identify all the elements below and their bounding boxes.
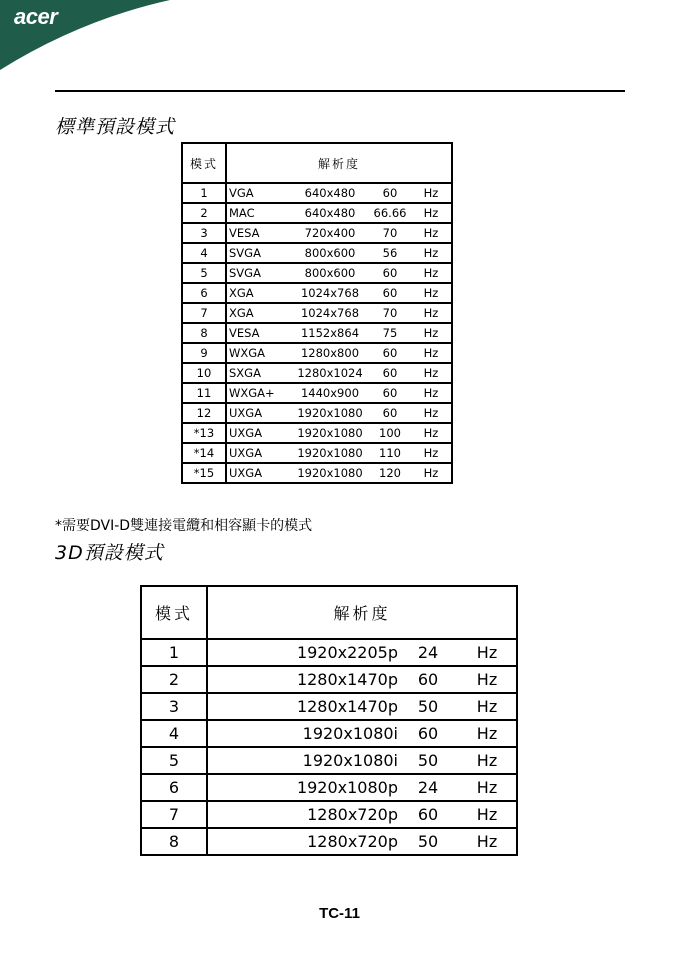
frequency-value: 60 — [382, 386, 398, 400]
table-row — [141, 801, 517, 828]
mode-details — [226, 283, 452, 303]
table-row — [141, 747, 517, 774]
frequency-unit: Hz — [423, 446, 439, 460]
resolution-value: 1280x1470p — [296, 697, 398, 716]
resolution-header: 解析度 — [207, 586, 517, 639]
frequency-value: 60 — [382, 406, 398, 420]
frequency-value: 60 — [382, 346, 398, 360]
frequency-unit: Hz — [423, 226, 439, 240]
mode-index: 9 — [182, 343, 226, 363]
mode-name: VGA — [229, 186, 254, 200]
mode-index: 4 — [141, 720, 207, 747]
table-row — [141, 666, 517, 693]
mode-details — [207, 639, 517, 666]
frequency-unit: Hz — [476, 724, 498, 743]
frequency-unit: Hz — [423, 286, 439, 300]
frequency-value: 50 — [417, 697, 439, 716]
table-row — [182, 283, 452, 303]
mode-details — [226, 343, 452, 363]
table-row — [141, 774, 517, 801]
mode-details — [207, 720, 517, 747]
frequency-unit: Hz — [423, 346, 439, 360]
mode-index: 3 — [182, 223, 226, 243]
resolution-value: 1920x1080i — [302, 751, 398, 770]
frequency-value: 24 — [417, 643, 439, 662]
frequency-unit: Hz — [423, 206, 439, 220]
section1-title: 標準預設模式 — [55, 116, 176, 138]
frequency-unit: Hz — [423, 306, 439, 320]
mode-name: UXGA — [229, 446, 263, 460]
frequency-unit: Hz — [423, 386, 439, 400]
frequency-value: 50 — [417, 751, 439, 770]
frequency-value: 66.66 — [373, 206, 407, 220]
resolution-value: 1152x864 — [300, 326, 360, 340]
header-rule — [55, 90, 625, 92]
frequency-unit: Hz — [423, 266, 439, 280]
frequency-value: 56 — [382, 246, 398, 260]
table-row — [182, 183, 452, 203]
resolution-value: 1280x720p — [307, 832, 398, 851]
frequency-unit: Hz — [476, 778, 498, 797]
resolution-value: 800x600 — [304, 266, 356, 280]
frequency-unit: Hz — [476, 670, 498, 689]
frequency-value: 100 — [379, 426, 401, 440]
resolution-value: 1920x1080 — [297, 406, 363, 420]
frequency-value: 110 — [379, 446, 401, 460]
mode-index: 1 — [182, 183, 226, 203]
table-row — [182, 223, 452, 243]
table-row — [182, 203, 452, 223]
table-header-row — [141, 586, 517, 639]
mode-details — [207, 747, 517, 774]
table-row — [182, 383, 452, 403]
mode-index: *14 — [182, 443, 226, 463]
table-row — [182, 263, 452, 283]
table-row — [182, 463, 452, 483]
frequency-value: 60 — [382, 286, 398, 300]
resolution-value: 1920x2205p — [296, 643, 398, 662]
table-row — [182, 443, 452, 463]
table-row — [182, 243, 452, 263]
resolution-value: 720x400 — [304, 226, 356, 240]
resolution-header: 解析度 — [226, 143, 452, 183]
mode-details — [207, 828, 517, 855]
mode-name: VESA — [229, 226, 260, 240]
resolution-value: 1024x768 — [300, 306, 360, 320]
resolution-value: 1440x900 — [300, 386, 360, 400]
frequency-unit: Hz — [423, 426, 439, 440]
table-row — [141, 693, 517, 720]
mode-details — [226, 403, 452, 423]
table-row — [141, 828, 517, 855]
table-row — [182, 343, 452, 363]
table-row — [182, 403, 452, 423]
mode-index: 2 — [182, 203, 226, 223]
frequency-value: 24 — [417, 778, 439, 797]
acer-logo: acer — [14, 4, 58, 29]
frequency-unit: Hz — [476, 832, 498, 851]
resolution-value: 1280x1470p — [296, 670, 398, 689]
frequency-unit: Hz — [476, 805, 498, 824]
mode-index: 6 — [141, 774, 207, 801]
mode-details — [226, 323, 452, 343]
mode-details — [226, 383, 452, 403]
mode-details — [207, 774, 517, 801]
mode-details — [226, 183, 452, 203]
mode-index: 12 — [182, 403, 226, 423]
mode-index: 2 — [141, 666, 207, 693]
mode-header: 模式 — [182, 143, 226, 183]
mode-name: MAC — [229, 206, 255, 220]
mode-name: XGA — [229, 286, 254, 300]
table-row — [182, 303, 452, 323]
mode-name: SXGA — [229, 366, 261, 380]
mode-index: 6 — [182, 283, 226, 303]
frequency-unit: Hz — [423, 466, 439, 480]
resolution-value: 1920x1080 — [297, 426, 363, 440]
mode-index: 11 — [182, 383, 226, 403]
mode-details — [226, 363, 452, 383]
frequency-unit: Hz — [423, 186, 439, 200]
mode-index: 5 — [141, 747, 207, 774]
mode-name: WXGA — [229, 346, 266, 360]
resolution-value: 1280x720p — [307, 805, 398, 824]
mode-index: *15 — [182, 463, 226, 483]
resolution-value: 640x480 — [304, 206, 356, 220]
resolution-value: 1280x1024 — [297, 366, 363, 380]
mode-details — [226, 303, 452, 323]
table-row — [141, 639, 517, 666]
mode-index: 8 — [182, 323, 226, 343]
mode-name: WXGA+ — [229, 386, 275, 400]
frequency-value: 120 — [379, 466, 401, 480]
mode-index: 5 — [182, 263, 226, 283]
mode-index: 1 — [141, 639, 207, 666]
frequency-unit: Hz — [476, 697, 498, 716]
mode-index: 4 — [182, 243, 226, 263]
mode-name: UXGA — [229, 406, 263, 420]
mode-index: 7 — [182, 303, 226, 323]
mode-index: *13 — [182, 423, 226, 443]
mode-details — [226, 243, 452, 263]
mode-index: 7 — [141, 801, 207, 828]
standard-modes-table — [181, 142, 453, 484]
frequency-unit: Hz — [423, 326, 439, 340]
mode-details — [207, 801, 517, 828]
frequency-value: 60 — [417, 724, 439, 743]
mode-name: SVGA — [229, 246, 261, 260]
mode-details — [207, 666, 517, 693]
footnote: *需要DVI-D雙連接電纜和相容顯卡的模式 — [55, 518, 313, 534]
mode-details — [226, 203, 452, 223]
frequency-unit: Hz — [423, 246, 439, 260]
resolution-value: 800x600 — [304, 246, 356, 260]
frequency-unit: Hz — [423, 406, 439, 420]
mode-name: XGA — [229, 306, 254, 320]
frequency-value: 50 — [417, 832, 439, 851]
resolution-value: 1920x1080p — [296, 778, 398, 797]
mode-details — [226, 223, 452, 243]
mode-details — [226, 263, 452, 283]
mode-name: SVGA — [229, 266, 261, 280]
mode-name: VESA — [229, 326, 260, 340]
resolution-value: 1920x1080i — [302, 724, 398, 743]
mode-details — [226, 463, 452, 483]
mode-name: UXGA — [229, 426, 263, 440]
table-row — [182, 323, 452, 343]
frequency-value: 60 — [382, 266, 398, 280]
frequency-value: 60 — [417, 805, 439, 824]
resolution-value: 1280x800 — [300, 346, 360, 360]
table-row — [182, 423, 452, 443]
resolution-value: 1024x768 — [300, 286, 360, 300]
frequency-value: 70 — [382, 306, 398, 320]
frequency-unit: Hz — [423, 366, 439, 380]
frequency-value: 70 — [382, 226, 398, 240]
resolution-value: 1920x1080 — [297, 446, 363, 460]
frequency-value: 75 — [382, 326, 398, 340]
3d-modes-table — [140, 585, 518, 856]
page-number: TC-11 — [319, 905, 360, 922]
mode-details — [207, 693, 517, 720]
table-header-row — [182, 143, 452, 183]
frequency-unit: Hz — [476, 751, 498, 770]
mode-details — [226, 423, 452, 443]
table-row — [141, 720, 517, 747]
mode-index: 3 — [141, 693, 207, 720]
mode-name: UXGA — [229, 466, 263, 480]
frequency-unit: Hz — [476, 643, 498, 662]
section2-title: 3D預設模式 — [55, 542, 164, 564]
mode-index: 8 — [141, 828, 207, 855]
resolution-value: 640x480 — [304, 186, 356, 200]
frequency-value: 60 — [382, 366, 398, 380]
mode-header: 模式 — [141, 586, 207, 639]
frequency-value: 60 — [382, 186, 398, 200]
mode-index: 10 — [182, 363, 226, 383]
frequency-value: 60 — [417, 670, 439, 689]
table-row — [182, 363, 452, 383]
mode-details — [226, 443, 452, 463]
resolution-value: 1920x1080 — [297, 466, 363, 480]
